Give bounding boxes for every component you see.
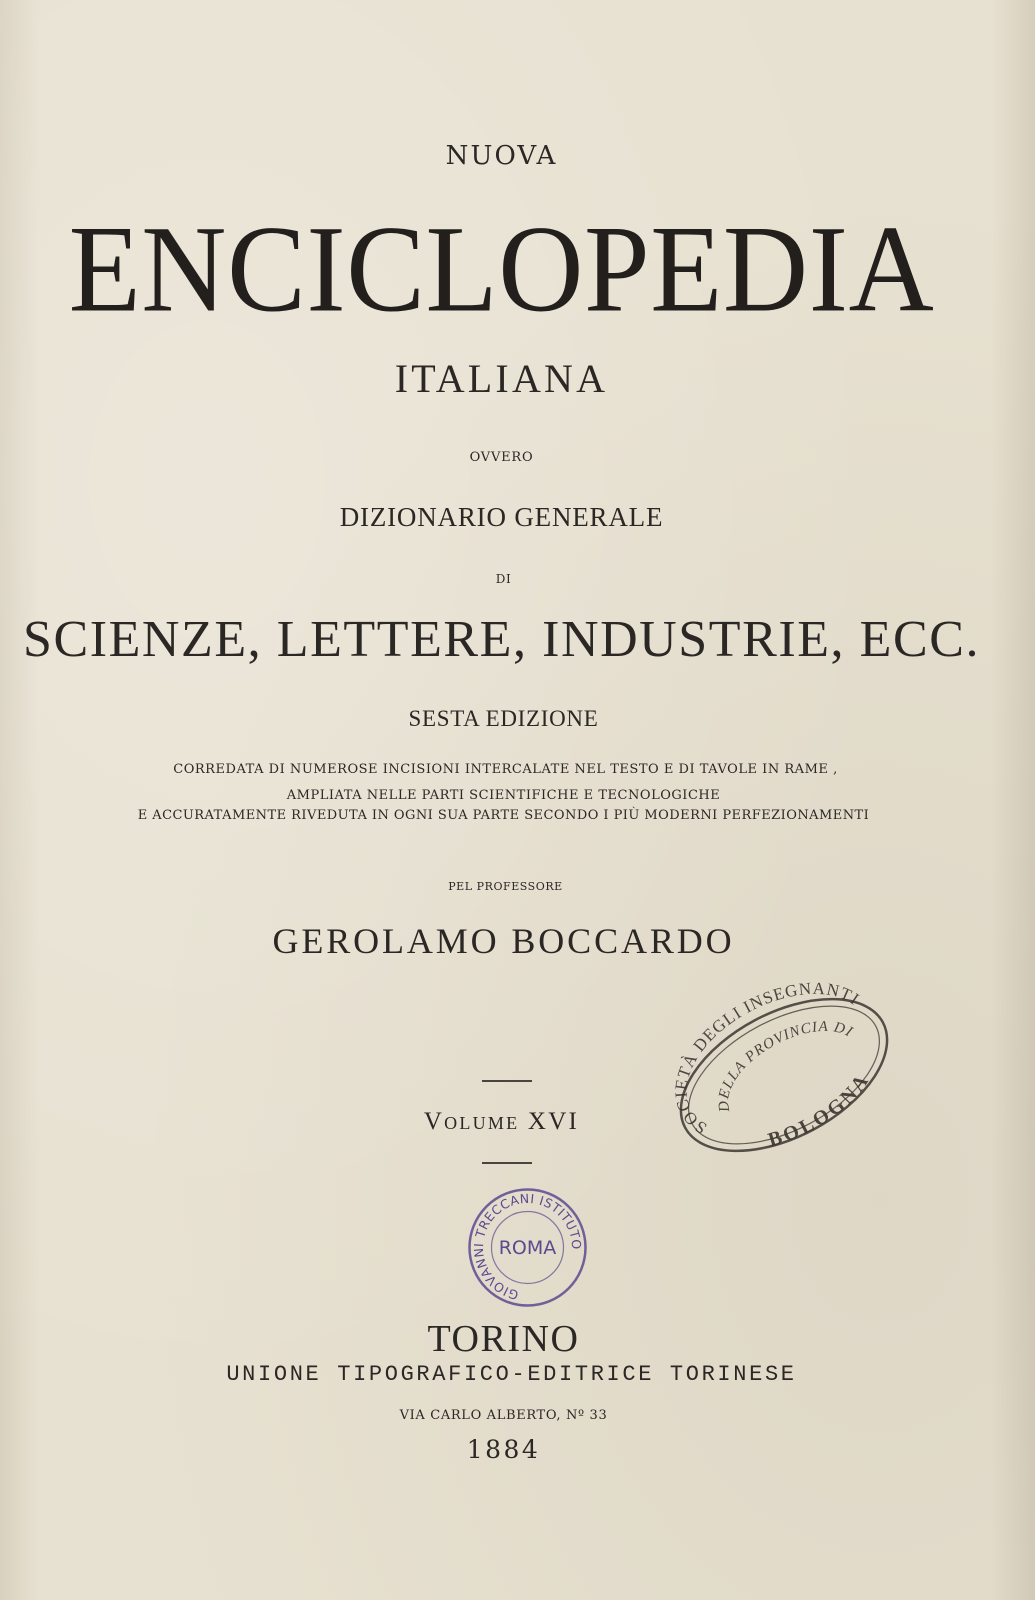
author-prefix: PEL PROFESSORE bbox=[448, 880, 563, 893]
stamp-societa-city: BOLOGNA bbox=[765, 1068, 875, 1152]
main-title: ENCICLOPEDIA bbox=[68, 200, 935, 338]
subtitle-subjects: SCIENZE, LETTERE, INDUSTRIE, ECC. bbox=[22, 611, 981, 668]
edition-label: SESTA EDIZIONE bbox=[408, 706, 599, 731]
stamp-societa-ring-text: SOCIETÀ DEGLI INSEGNANTI bbox=[671, 978, 864, 1138]
title-suffix: ITALIANA bbox=[394, 356, 609, 401]
library-stamp-societa bbox=[668, 975, 900, 1175]
subtitle-dizionario: DIZIONARIO GENERALE bbox=[339, 502, 664, 532]
description-line: E ACCURATAMENTE RIVEDUTA IN OGNI SUA PARTE SECONDO I PIÙ MODERNI PERFEZIONAMENTI bbox=[137, 808, 870, 823]
divider-rule bbox=[482, 1080, 532, 1082]
stamp-societa-graphic bbox=[668, 975, 900, 1175]
connector-di: DI bbox=[495, 572, 512, 586]
stamp-treccani-ring-text: GIOVANNI TRECCANI ISTITUTO bbox=[470, 1190, 585, 1303]
library-stamp-treccani bbox=[465, 1185, 590, 1310]
volume-label: Volume XVI bbox=[423, 1108, 580, 1135]
imprint-publisher: UNIONE TIPOGRAFICO-EDITRICE TORINESE bbox=[226, 1362, 797, 1387]
description-line: CORREDATA DI NUMEROSE INCISIONI INTERCALATE NEL TESTO E DI TAVOLE IN RAME , bbox=[173, 762, 838, 777]
stamp-treccani-graphic bbox=[465, 1185, 590, 1310]
stamp-treccani-city: ROMA bbox=[498, 1237, 557, 1259]
description-line: AMPLIATA NELLE PARTI SCIENTIFICHE E TECNOLOGICHE bbox=[286, 788, 721, 803]
imprint-address: VIA CARLO ALBERTO, Nº 33 bbox=[399, 1408, 608, 1423]
author-name: GEROLAMO BOCCARDO bbox=[272, 921, 735, 961]
connector-ovvero: OVVERO bbox=[469, 450, 534, 465]
imprint-city: TORINO bbox=[427, 1318, 580, 1360]
divider-rule bbox=[482, 1162, 532, 1164]
imprint-year: 1884 bbox=[466, 1435, 541, 1464]
stamp-societa-middle-text: DELLA PROVINCIA DI bbox=[715, 1018, 856, 1113]
title-prefix: NUOVA bbox=[445, 141, 558, 171]
